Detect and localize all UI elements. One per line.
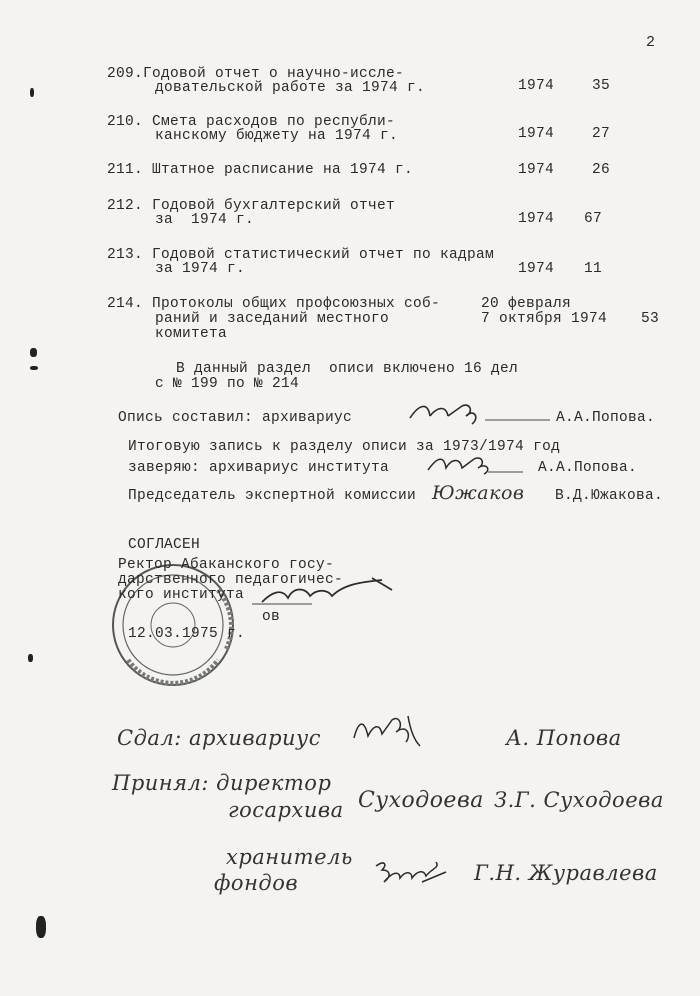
handover-row2-signature: Суходоева bbox=[358, 788, 484, 813]
popova-signature-3 bbox=[348, 708, 428, 750]
entry-title-line2: довательской работе за 1974 г. bbox=[155, 80, 426, 96]
entry-sheets: 27 bbox=[592, 126, 611, 142]
page-number: 2 bbox=[646, 34, 656, 51]
entry-title-line2: канскому бюджету на 1974 г. bbox=[155, 128, 399, 144]
entry-sheets: 53 bbox=[641, 311, 660, 327]
zhuravleva-signature bbox=[370, 852, 450, 892]
entry-year: 1974 bbox=[518, 78, 555, 94]
entry-date-start: 20 февраля bbox=[481, 296, 572, 312]
entry-year: 1974 bbox=[518, 261, 555, 277]
final-record-line1: Итоговую запись к разделу описи за 1973/1974 год bbox=[128, 439, 561, 455]
entry-sheets: 35 bbox=[592, 78, 611, 94]
entry-year: 1974 bbox=[518, 162, 555, 178]
final-record-name: А.А.Попова. bbox=[538, 460, 638, 476]
approval-line3: кого института bbox=[118, 587, 245, 603]
final-record-label: заверяю: архивариус института bbox=[128, 460, 390, 476]
margin-blot bbox=[30, 348, 37, 357]
margin-blot bbox=[28, 654, 33, 662]
handover-row2-role-line1: Принял: директор bbox=[112, 771, 332, 795]
compiled-name: А.А.Попова. bbox=[556, 410, 656, 426]
entry-title-line1: 210. Смета расходов по республи- bbox=[107, 114, 396, 130]
entry-title-line1: 211. Штатное расписание на 1974 г. bbox=[107, 162, 414, 178]
commission-signature: Южаков bbox=[432, 482, 525, 504]
handover-row3-role-line1: хранитель bbox=[226, 845, 353, 869]
entry-title-line3: комитета bbox=[155, 326, 228, 342]
handover-row1-name: А. Попова bbox=[506, 726, 622, 750]
entry-title-line1: 212. Годовой бухгалтерский отчет bbox=[107, 198, 396, 214]
approval-line1: Ректор Абаканского госу- bbox=[118, 557, 335, 573]
popova-signature-2 bbox=[418, 452, 528, 478]
margin-blot bbox=[30, 366, 38, 370]
handover-row3-role-line2: фондов bbox=[214, 871, 299, 895]
entry-title-line1: 214. Протоколы общих профсоюзных соб- bbox=[107, 296, 441, 312]
entry-sheets: 67 bbox=[584, 211, 603, 227]
handover-row2-role-line2: госархива bbox=[228, 798, 344, 822]
summary-line1: В данный раздел описи включено 16 дел bbox=[176, 361, 519, 377]
commission-name: В.Д.Южакова. bbox=[555, 488, 664, 504]
approval-line2: дарственного педагогичес- bbox=[118, 572, 344, 588]
entry-date-end: 7 октября 1974 bbox=[481, 311, 608, 327]
summary-line2: с № 199 по № 214 bbox=[155, 376, 300, 392]
margin-blot bbox=[30, 88, 34, 97]
commission-label: Председатель экспертной комиссии bbox=[128, 488, 417, 504]
entry-title-line2: за 1974 г. bbox=[155, 212, 255, 228]
approval-date: 12.03.1975 г. bbox=[128, 626, 246, 642]
entry-title-line2: за 1974 г. bbox=[155, 261, 246, 277]
handover-row3-name: Г.Н. Журавлева bbox=[474, 861, 658, 885]
entry-title-line2: раний и заседаний местного bbox=[155, 311, 390, 327]
rector-signature bbox=[252, 574, 402, 614]
compiled-label: Опись составил: архивариус bbox=[118, 410, 353, 426]
approval-line4-tail: ов bbox=[262, 609, 281, 625]
handover-row1-role: Сдал: архивариус bbox=[117, 726, 322, 750]
entry-title-line1: 209.Годовой отчет о научно-иссле- bbox=[107, 66, 405, 82]
entry-title-line1: 213. Годовой статистический отчет по кадрам bbox=[107, 247, 495, 263]
entry-sheets: 26 bbox=[592, 162, 611, 178]
approval-heading: СОГЛАСЕН bbox=[128, 537, 201, 553]
popova-signature-1 bbox=[400, 398, 570, 428]
entry-year: 1974 bbox=[518, 126, 555, 142]
entry-year: 1974 bbox=[518, 211, 555, 227]
entry-sheets: 11 bbox=[584, 261, 603, 277]
handover-row2-name: З.Г. Суходоева bbox=[494, 788, 664, 812]
margin-blot bbox=[36, 916, 46, 938]
